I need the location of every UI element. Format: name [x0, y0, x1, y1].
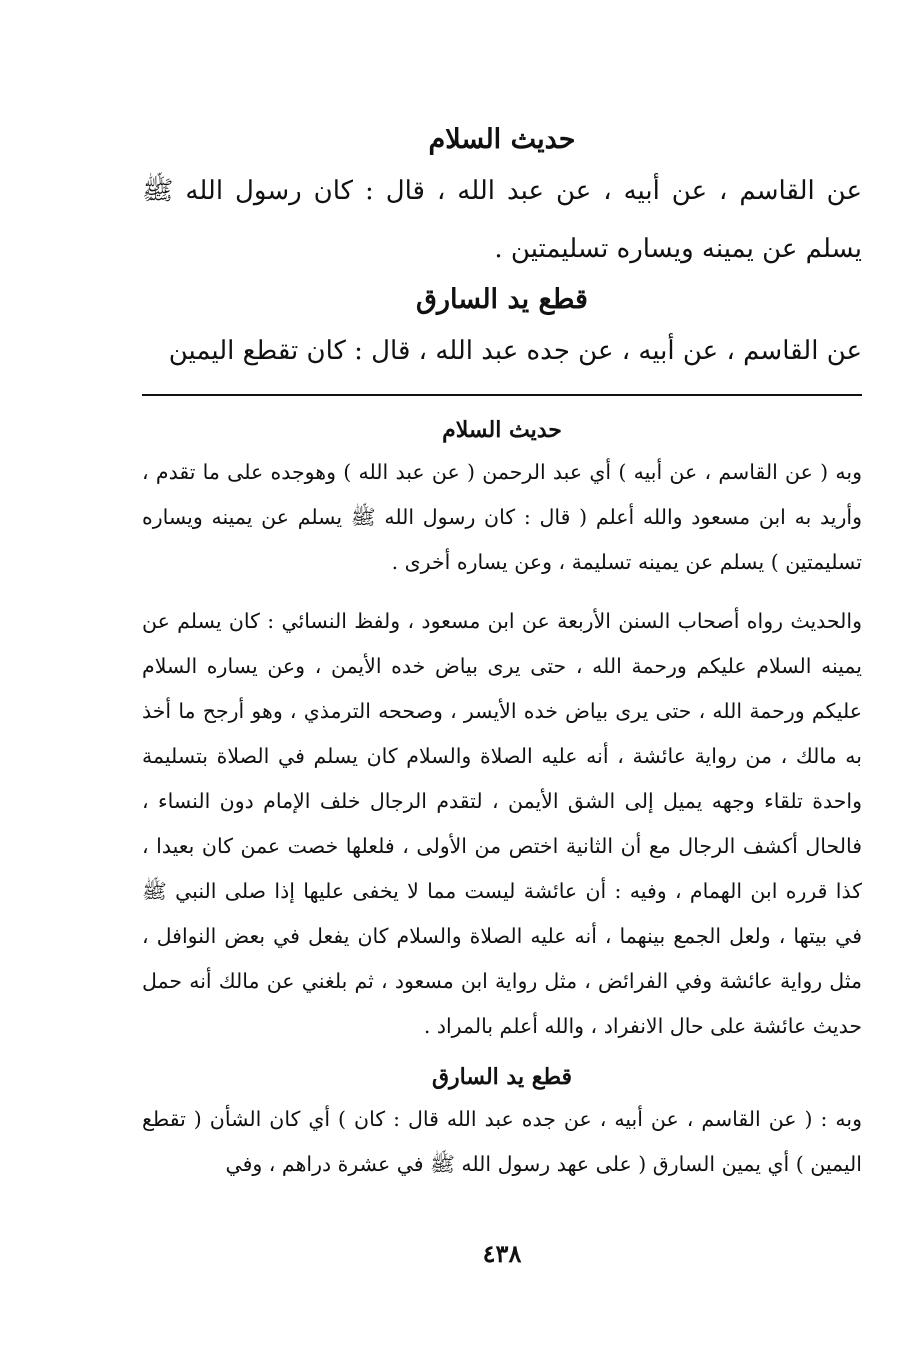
commentary-title-sariq: قطع يد السارق: [431, 1064, 573, 1090]
paragraph-gap: [142, 585, 862, 599]
book-page: [142, 118, 862, 1348]
main-title-salam: حديث السلام: [428, 124, 576, 155]
page-number: ٤٣٨: [482, 1239, 522, 1268]
main-title-sariq: قطع يد السارق: [416, 284, 588, 315]
commentary-paragraph-3: وبه : ( عن القاسم ، عن أبيه ، عن جده عبد الله قال : كان ) أي كان الشأن ( تقطع اليمين ) أي يمين السارق ( على عهد رسول الله ﷺ في عشرة دراهم ، وفي: [142, 1107, 862, 1176]
section-gap: [142, 1049, 862, 1057]
commentary-title-salam: حديث السلام: [442, 417, 562, 443]
main-text-sariq: عن القاسم ، عن أبيه ، عن جده عبد الله ، قال : كان تقطع اليمين: [168, 336, 862, 366]
commentary-paragraph-1: وبه ( عن القاسم ، عن أبيه ) أي عبد الرحمن ( عن عبد الله ) وهوجده على ما تقدم ، وأريد به ابن مسعود والله أعلم ( قال : كان رسول الله ﷺ يسلم عن يمينه ويساره تسليمتين ) يسلم عن يمينه تسليمة ، وعن يساره أخرى .: [142, 460, 862, 574]
commentary-divider: [142, 394, 862, 396]
commentary-paragraph-2: والحديث رواه أصحاب السنن الأربعة عن ابن مسعود ، ولفظ النسائي : كان يسلم عن يمينه السلام عليكم ورحمة الله ، حتى يرى بياض خده الأيمن ، وعن يساره السلام عليكم ورحمة الله ، حتى يرى بياض خده الأيسر ، وصححه الترمذي ، وهو أرجح ما أخذ به مالك ، من رواية عائشة ، أنه عليه الصلاة والسلام كان يسلم في الصلاة بتسليمة واحدة تلقاء وجهه يميل إلى الشق الأيمن ، لتقدم الرجال خلف الإمام دون النساء ، فالحال أكشف الرجال مع أن الثانية اختص من الأولى ، فلعلها خصت عمن كان بعيدا ، كذا قرره ابن الهمام ، وفيه : أن عائشة ليست مما لا يخفى عليها إذا صلى النبي ﷺ في بيتها ، ولعل الجمع بينهما ، أنه عليه الصلاة والسلام كان يفعل في بعض النوافل ، مثل رواية عائشة وفي الفرائض ، مثل رواية ابن مسعود ، ثم بلغني عن مالك أنه حمل حديث عائشة على حال الانفراد ، والله أعلم بالمراد .: [142, 609, 862, 1038]
main-text-salam: عن القاسم ، عن أبيه ، عن عبد الله ، قال : كان رسول الله ﷺ يسلم عن يمينه ويساره تسليمتين .: [142, 176, 862, 264]
